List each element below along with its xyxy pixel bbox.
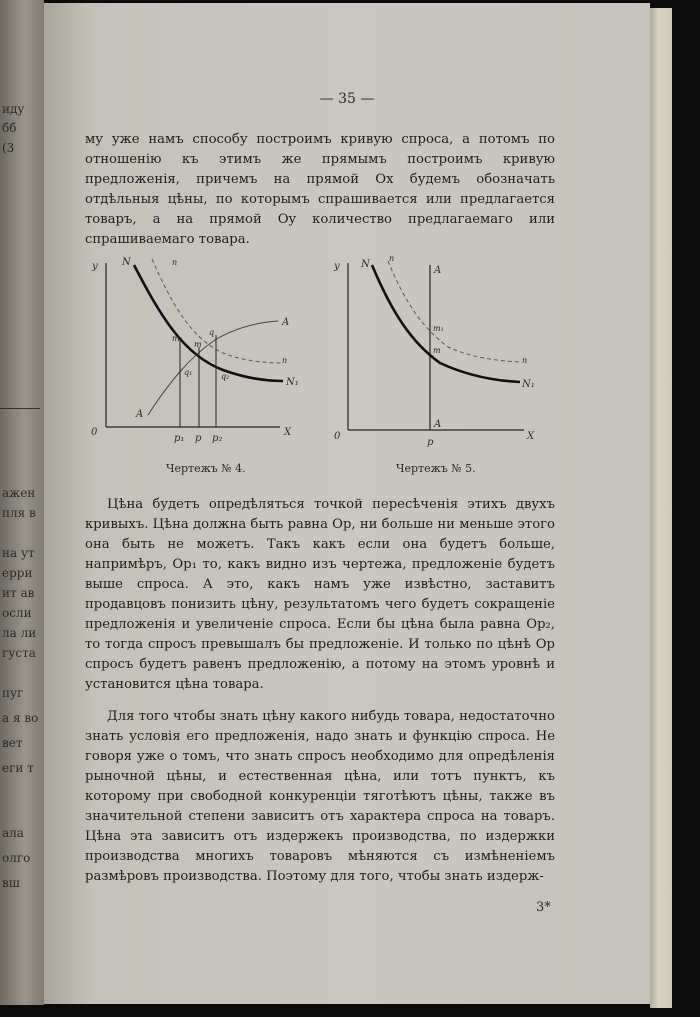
label-n-end: n xyxy=(282,356,288,365)
label-m1: m₁ xyxy=(172,334,183,343)
left-page-fragment: иду xyxy=(2,102,25,116)
signature-mark: 3* xyxy=(536,900,551,915)
label-A-end: A xyxy=(282,317,290,328)
label-N: N xyxy=(122,257,131,268)
label-p: p xyxy=(427,437,434,448)
figure-5-caption: Чертежъ № 5. xyxy=(396,462,476,475)
left-page-fragment: олго xyxy=(2,851,31,865)
left-page-fragment: еги т xyxy=(2,761,34,775)
label-p2: p₂ xyxy=(212,433,223,444)
label-p1: p₁ xyxy=(174,433,185,444)
label-m1: m₁ xyxy=(433,324,444,333)
label-y: y xyxy=(334,261,340,272)
left-page-fragment: вет xyxy=(2,736,23,750)
label-N: N xyxy=(361,259,370,270)
page-number: — 35 — xyxy=(319,91,375,107)
left-page-fragment: осли xyxy=(2,606,32,620)
page-stack-edge xyxy=(650,8,672,1008)
paragraph-price-intersection: Цѣна будетъ опредѣляться точкой пересѣченія этихъ двухъ кривыхъ. Цѣна должна быть равна Op, ни больше ни меньше этого она быть не можетъ. Такъ какъ если она будетъ больше, напримѣръ, Op₁ то, какъ видно изъ чертежа, предложеніе будетъ выше спроса. А это, какъ намъ уже извѣстно, заставитъ продавцовъ понизить цѣну, результатомъ чего будетъ сокращеніе предложенія и увеличеніе спроса. Если бы цѣна была равна Op₂, то тогда спросъ превышалъ бы предложеніе. И только по цѣнѣ Op спросъ будетъ равенъ предложенію, а потому на этомъ уровнѣ и установится цѣна товара. xyxy=(85,497,555,692)
label-p: p xyxy=(195,433,202,444)
demand-curve-n xyxy=(388,261,520,362)
left-page-fragment: (3 xyxy=(2,141,15,155)
label-n: n xyxy=(172,258,178,267)
left-page-fragment: ла ли xyxy=(2,626,37,640)
left-page-fragment: ала xyxy=(2,826,24,840)
paragraph-intro: му уже намъ способу построимъ кривую спроса, а потомъ по отношенію къ этимъ же прямымъ построимъ кривую предложенія, причемъ на прямой Ox будемъ обозначать отдѣльныя цѣны, по которымъ спрашивается или предлагается товаръ, а на прямой Oy количество предлагаемаго или спрашиваемаго товара. xyxy=(85,132,555,247)
label-n-end: n xyxy=(522,356,528,365)
label-q: q xyxy=(209,328,215,337)
label-A: A xyxy=(136,409,144,420)
left-page-fragment: вш xyxy=(2,876,20,890)
figure-4-diagram xyxy=(88,255,303,450)
left-page-edge xyxy=(0,0,44,1005)
left-page-fragment: густа xyxy=(2,646,36,660)
label-q2: q₂ xyxy=(221,372,230,381)
label-A: A xyxy=(434,265,442,276)
figure-5-diagram xyxy=(330,255,545,450)
left-page-fragment: ит ав xyxy=(2,586,35,600)
label-y: y xyxy=(92,261,98,272)
label-origin: 0 xyxy=(334,431,341,442)
label-A-low: A xyxy=(434,419,442,430)
label-q1: q₁ xyxy=(184,368,193,377)
label-x: X xyxy=(284,427,292,438)
left-page-rule xyxy=(0,408,40,409)
left-page-fragment: ажен xyxy=(2,486,36,500)
label-N1: N₁ xyxy=(286,377,299,388)
label-N1: N₁ xyxy=(522,379,535,390)
label-m: m xyxy=(433,346,441,355)
left-page-fragment: пуг xyxy=(2,686,24,700)
left-page-fragment: ерри xyxy=(2,566,33,580)
paragraph-demand-function: Для того чтобы знать цѣну какого нибудь товара, недостаточно знать условія его предложенія, надо знать и функцію спроса. Не говоря уже о томъ, что знать спросъ необходимо для опредѣленія рыночной цѣны, и естественная цѣна, или тотъ пунктъ, къ которому при свободной конкуренціи тяготѣютъ цѣны, также въ значительной степени зависитъ отъ характера спроса на товаръ. Цѣна эта зависитъ отъ издержекъ производства, по издержки производства многихъ товаровъ мѣняются съ измѣненіемъ размѣровъ производства. Поэтому для того, чтобы знать издерж- xyxy=(85,709,555,884)
label-m: m xyxy=(194,340,202,349)
demand-curve-N xyxy=(372,265,520,382)
left-page-fragment: пля в xyxy=(2,506,36,520)
label-origin: 0 xyxy=(91,427,98,438)
figure-4-caption: Чертежъ № 4. xyxy=(166,462,246,475)
left-page-fragment: на ут xyxy=(2,546,35,560)
label-n: n xyxy=(389,254,395,263)
left-page-fragment: а я во xyxy=(2,711,39,725)
label-x: X xyxy=(527,431,535,442)
demand-curve-n xyxy=(152,259,283,363)
left-page-fragment: бб xyxy=(2,121,17,135)
